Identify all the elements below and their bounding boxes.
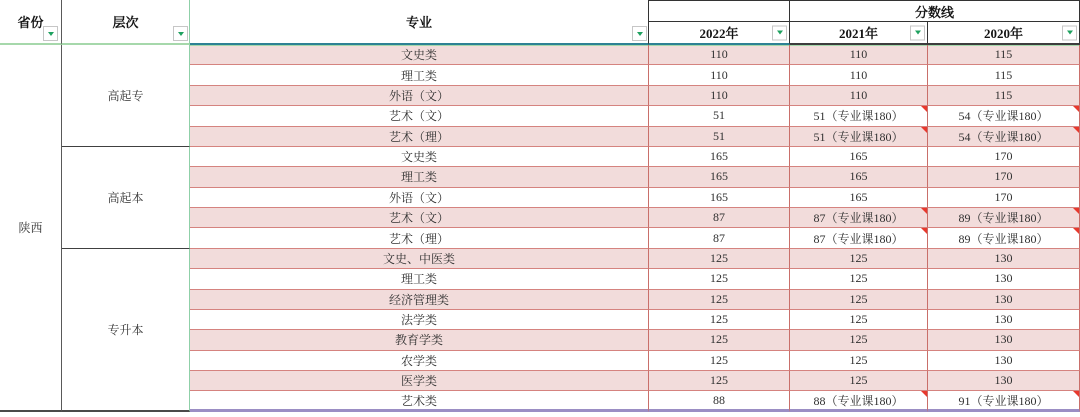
score-cell-2022[interactable]: 51 — [649, 127, 790, 147]
score-cell-2020[interactable]: 89（专业课180） — [928, 228, 1080, 248]
score-cell-2022[interactable]: 125 — [649, 371, 790, 391]
comment-indicator-icon — [1073, 391, 1079, 397]
comment-indicator-icon — [921, 208, 927, 214]
score-cell-2022[interactable]: 87 — [649, 208, 790, 228]
score-cell-2021[interactable]: 87（专业课180） — [790, 208, 928, 228]
header-year-2022-label: 2022年 — [699, 26, 739, 41]
score-cell-2020[interactable]: 115 — [928, 65, 1080, 85]
filter-dropdown-icon — [1067, 31, 1073, 35]
score-cell-2020[interactable]: 130 — [928, 330, 1080, 350]
score-cell-2022[interactable]: 165 — [649, 167, 790, 187]
score-cell-2022[interactable]: 165 — [649, 188, 790, 208]
score-cell-2021[interactable]: 51（专业课180） — [790, 127, 928, 147]
major-cell[interactable]: 艺术（理） — [190, 228, 649, 248]
score-cell-2021[interactable]: 125 — [790, 290, 928, 310]
score-cell-2021[interactable]: 51（专业课180） — [790, 106, 928, 126]
major-cell[interactable]: 外语（文） — [190, 86, 649, 106]
level-cell[interactable]: 专升本 — [62, 249, 190, 412]
score-cell-2020[interactable]: 130 — [928, 310, 1080, 330]
comment-indicator-icon — [1073, 228, 1079, 234]
score-cell-2020[interactable]: 130 — [928, 269, 1080, 289]
score-cell-2022[interactable]: 110 — [649, 65, 790, 85]
score-cell-2021[interactable]: 125 — [790, 371, 928, 391]
comment-indicator-icon — [921, 106, 927, 112]
score-cell-2021[interactable]: 125 — [790, 330, 928, 350]
comment-indicator-icon — [1073, 127, 1079, 133]
major-cell[interactable]: 艺术（理） — [190, 127, 649, 147]
score-cell-2021[interactable]: 87（专业课180） — [790, 228, 928, 248]
score-cell-2021[interactable]: 165 — [790, 188, 928, 208]
score-cell-2022[interactable]: 125 — [649, 310, 790, 330]
comment-indicator-icon — [921, 228, 927, 234]
score-cell-2020[interactable]: 130 — [928, 371, 1080, 391]
major-cell[interactable]: 理工类 — [190, 167, 649, 187]
score-cell-2020[interactable]: 130 — [928, 290, 1080, 310]
major-cell[interactable]: 文史、中医类 — [190, 249, 649, 269]
score-cell-2022[interactable]: 87 — [649, 228, 790, 248]
filter-dropdown-province[interactable] — [43, 26, 58, 41]
header-province[interactable] — [0, 0, 62, 45]
header-empty-cell — [649, 0, 790, 22]
score-cell-2021[interactable]: 125 — [790, 351, 928, 371]
score-cell-2022[interactable]: 51 — [649, 106, 790, 126]
province-cell[interactable]: 陕西 — [0, 45, 62, 412]
major-cell[interactable]: 教育学类 — [190, 330, 649, 350]
header-year-2021-label: 2021年 — [838, 26, 878, 41]
score-cell-2020[interactable]: 170 — [928, 167, 1080, 187]
score-cell-2021[interactable]: 125 — [790, 269, 928, 289]
score-cell-2020[interactable]: 54（专业课180） — [928, 106, 1080, 126]
major-cell[interactable]: 文史类 — [190, 147, 649, 167]
score-cell-2021[interactable]: 110 — [790, 86, 928, 106]
score-cell-2020[interactable]: 89（专业课180） — [928, 208, 1080, 228]
filter-dropdown-2022[interactable] — [772, 25, 787, 40]
major-cell[interactable]: 外语（文） — [190, 188, 649, 208]
score-cell-2022[interactable]: 125 — [649, 330, 790, 350]
major-cell[interactable]: 法学类 — [190, 310, 649, 330]
header-year-2020[interactable] — [928, 22, 1080, 45]
score-cell-2022[interactable]: 88 — [649, 391, 790, 411]
header-year-2022[interactable] — [649, 22, 790, 45]
score-cell-2022[interactable]: 125 — [649, 249, 790, 269]
comment-indicator-icon — [921, 391, 927, 397]
score-cell-2021[interactable]: 125 — [790, 249, 928, 269]
header-year-2021[interactable] — [790, 22, 928, 45]
major-cell[interactable]: 艺术类 — [190, 391, 649, 411]
header-score-group — [790, 0, 1080, 22]
header-level-label: 层次 — [112, 15, 139, 30]
score-cell-2020[interactable]: 170 — [928, 188, 1080, 208]
comment-indicator-icon — [1073, 208, 1079, 214]
score-cell-2022[interactable]: 110 — [649, 86, 790, 106]
major-cell[interactable]: 医学类 — [190, 371, 649, 391]
major-cell[interactable]: 艺术（文） — [190, 106, 649, 126]
major-cell[interactable]: 理工类 — [190, 65, 649, 85]
filter-dropdown-2021[interactable] — [910, 25, 925, 40]
score-cell-2021[interactable]: 110 — [790, 45, 928, 65]
filter-dropdown-icon — [48, 32, 54, 36]
score-cell-2021[interactable]: 88（专业课180） — [790, 391, 928, 411]
filter-dropdown-icon — [777, 31, 783, 35]
comment-indicator-icon — [921, 127, 927, 133]
score-table-body — [0, 45, 1080, 412]
major-cell[interactable]: 农学类 — [190, 351, 649, 371]
score-cell-2021[interactable]: 110 — [790, 65, 928, 85]
filter-dropdown-level[interactable] — [173, 26, 188, 41]
score-cell-2020[interactable]: 130 — [928, 351, 1080, 371]
score-cell-2021[interactable]: 165 — [790, 167, 928, 187]
header-province-label: 省份 — [17, 15, 44, 30]
score-cell-2022[interactable]: 110 — [649, 45, 790, 65]
filter-dropdown-major[interactable] — [632, 26, 647, 41]
major-cell[interactable]: 经济管理类 — [190, 290, 649, 310]
table-row — [0, 249, 1080, 269]
filter-dropdown-icon — [637, 32, 643, 36]
score-cell-2020[interactable]: 115 — [928, 45, 1080, 65]
header-year-2020-label: 2020年 — [984, 26, 1024, 41]
header-major-label: 专业 — [405, 15, 432, 30]
level-cell[interactable]: 高起本 — [62, 147, 190, 249]
major-cell[interactable]: 文史类 — [190, 45, 649, 65]
score-cell-2020[interactable]: 130 — [928, 249, 1080, 269]
score-cell-2020[interactable]: 54（专业课180） — [928, 127, 1080, 147]
table-row — [0, 45, 1080, 65]
header-level[interactable] — [62, 0, 190, 45]
score-cell-2021[interactable]: 165 — [790, 147, 928, 167]
filter-dropdown-2020[interactable] — [1062, 25, 1077, 40]
header-score-group-label: 分数线 — [915, 4, 955, 20]
table-row — [0, 147, 1080, 167]
header-major[interactable] — [190, 0, 649, 45]
score-cell-2020[interactable]: 91（专业课180） — [928, 391, 1080, 411]
score-cell-2022[interactable]: 165 — [649, 147, 790, 167]
score-cell-2022[interactable]: 125 — [649, 290, 790, 310]
major-cell[interactable]: 艺术（文） — [190, 208, 649, 228]
score-cell-2021[interactable]: 125 — [790, 310, 928, 330]
comment-indicator-icon — [1073, 106, 1079, 112]
filter-dropdown-icon — [178, 32, 184, 36]
score-cell-2020[interactable]: 170 — [928, 147, 1080, 167]
filter-dropdown-icon — [915, 31, 921, 35]
score-cell-2020[interactable]: 115 — [928, 86, 1080, 106]
score-cell-2022[interactable]: 125 — [649, 351, 790, 371]
level-cell[interactable]: 高起专 — [62, 45, 190, 147]
major-cell[interactable]: 理工类 — [190, 269, 649, 289]
score-cell-2022[interactable]: 125 — [649, 269, 790, 289]
